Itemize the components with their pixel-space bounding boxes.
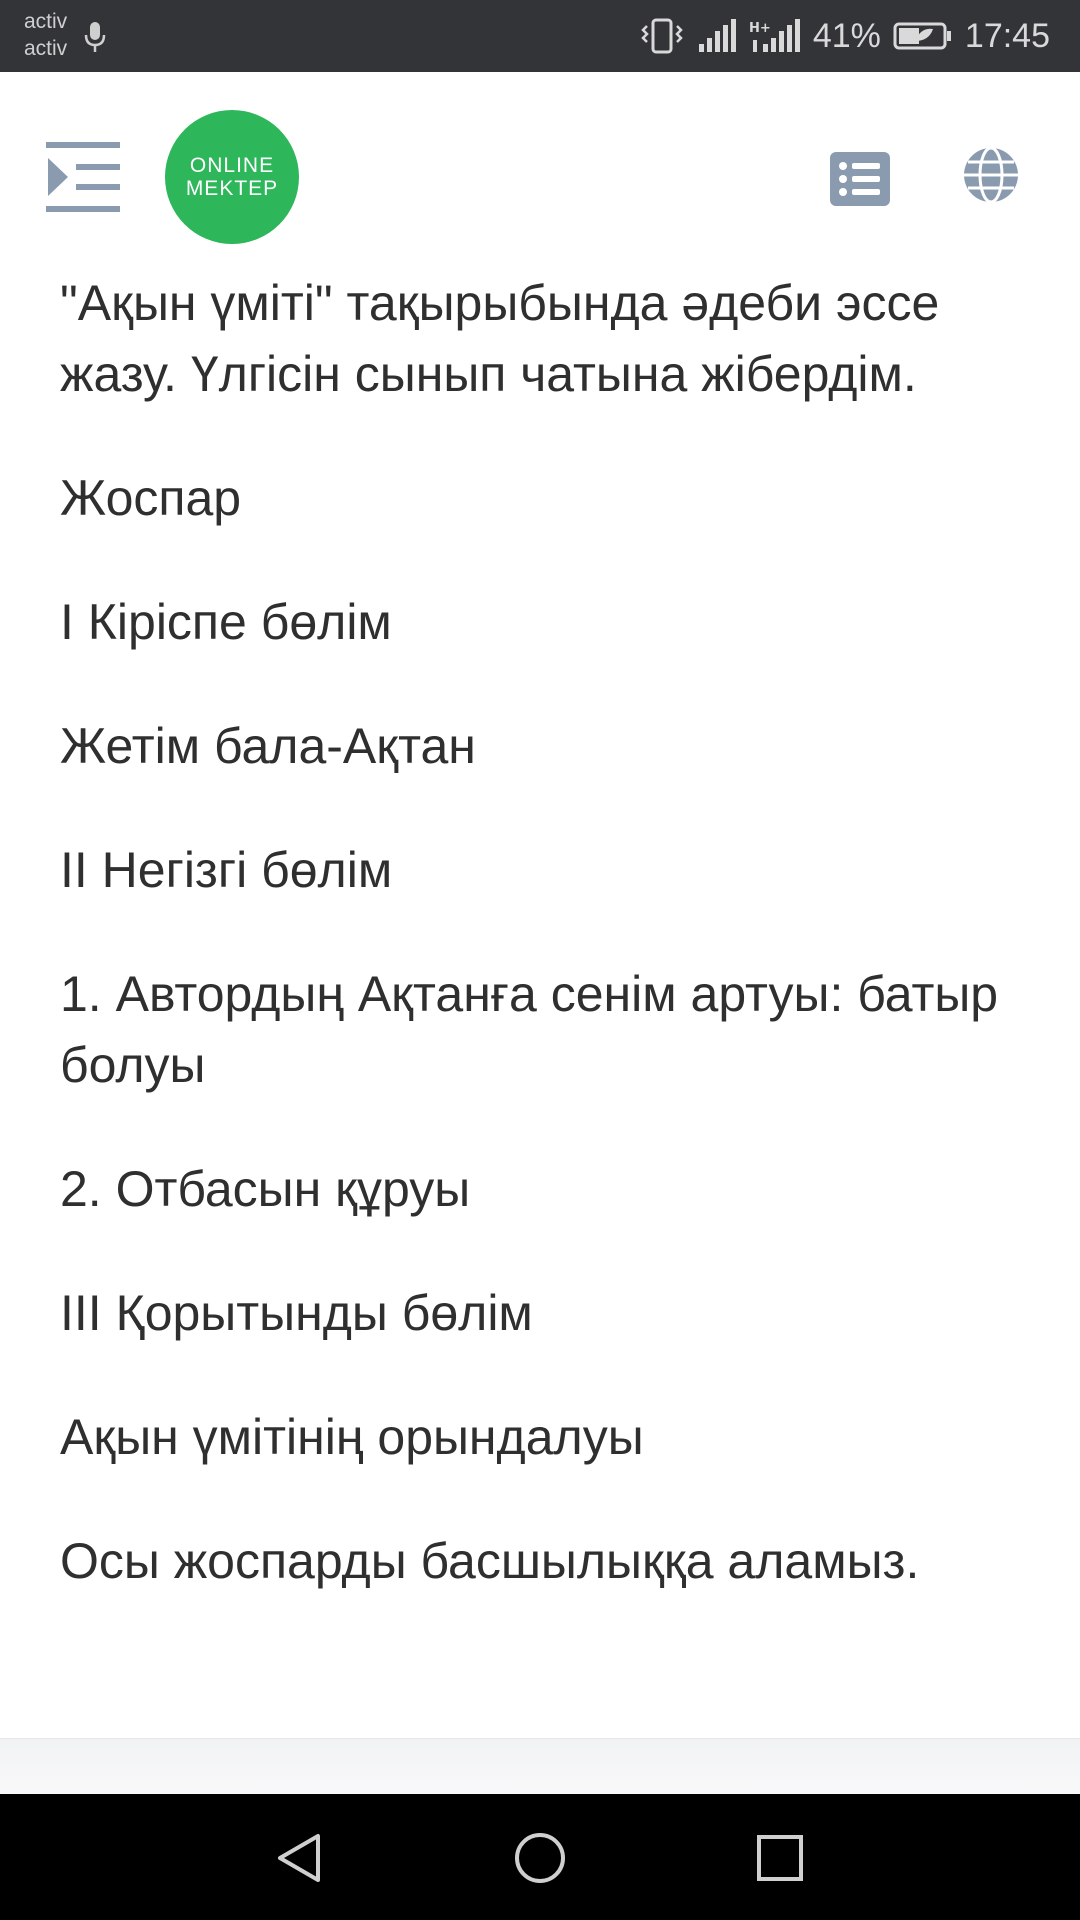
plan-item: 2. Отбасын құруы [60,1161,471,1217]
status-icons [639,0,1050,72]
battery-icon [893,21,953,51]
signal-icon [697,18,737,54]
article-intro: "Ақын үміті" тақырыбында әдеби эссе жазу. Үлгісін сынып чатына жібердім. [60,275,940,402]
plan-item: 1. Автордың Ақтанға сенім артуы: батыр болуы [60,966,999,1093]
plan-item: Жетім бала-Ақтан [60,718,476,774]
battery-percent: 41% [812,16,881,55]
notification-label: activ [24,37,68,60]
status-time: 17:45 [964,16,1050,55]
list-icon[interactable] [830,152,890,206]
back-icon[interactable] [272,1830,328,1886]
plan-item: Ақын үмітінің орындалуы [60,1409,644,1465]
article-conclusion: Осы жоспарды басшылыққа аламыз. [60,1533,920,1589]
hplus-signal-icon [749,18,801,54]
plan-item: I Кіріспе бөлім [60,594,392,650]
globe-icon[interactable] [962,146,1020,204]
content-footer [0,1738,1080,1795]
article-content [60,268,1020,1650]
notification-labels [24,8,67,62]
navigation-bar [0,1794,1080,1920]
plan-heading: Жоспар [60,470,242,526]
online-mektep-logo[interactable] [165,110,299,244]
status-bar [0,0,1080,72]
vibrate-icon [639,18,685,54]
notification-label: activ [24,10,68,33]
mic-icon [84,20,106,54]
plan-item: II Негізгі бөлім [60,842,393,898]
recents-icon[interactable] [752,1830,808,1886]
plan-item: III Қорытынды бөлім [60,1285,533,1341]
home-icon[interactable] [512,1830,568,1886]
logo-text-line1: ONLINE [189,154,275,177]
logo-text-line2: MEKTEP [185,177,279,200]
menu-icon[interactable] [46,140,120,214]
app-header [0,72,1080,282]
svg-text:H+: H+ [748,21,771,36]
